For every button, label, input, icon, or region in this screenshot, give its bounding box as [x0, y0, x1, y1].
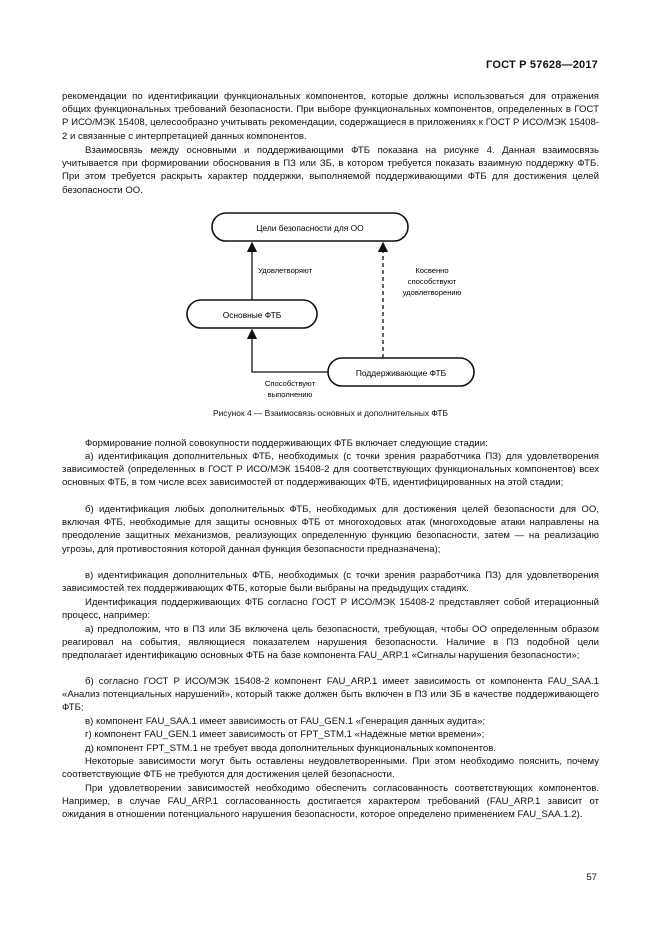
- box-main-ftb-label: Основные ФТБ: [222, 310, 282, 320]
- label-indirect-3: удовлетворению: [402, 288, 462, 297]
- label-contribute-2: выполнению: [267, 390, 313, 399]
- intro-paragraph-2: Взаимосвязь между основными и поддерживающими ФТБ показана на рисунке 4. Данная взаимосвязь учитывается при формировании обоснования в ПЗ или ЗБ, в котором требуется показать взаимную поддержку ФТБ. При этом требуется раскрыть характер поддержки, выполняемой поддерживающими ФТБ для достижения целей безопасности ОО.: [62, 145, 599, 196]
- page-number: 57: [586, 872, 597, 883]
- box-security-goals-label: Цели безопасности для ОО: [256, 223, 364, 233]
- arrow-supporting-to-main: [252, 330, 328, 372]
- body-paragraph-10: д) компонент FPT_STM.1 не требует ввода дополнительных функциональных компонентов.: [85, 743, 497, 754]
- body-paragraph-7: б) согласно ГОСТ Р ИСО/МЭК 15408-2 компонент FAU_ARP.1 имеет зависимость от компонента FAU_SAA.1 «Анализ потенциальных нарушений», который также должен быть включен в ПЗ или ЗБ в качестве поддерживающего ФТБ;: [62, 676, 599, 714]
- figure-4-diagram: [0, 200, 661, 410]
- document-number: ГОСТ Р 57628—2017: [486, 59, 598, 71]
- body-paragraph-4: в) идентификация дополнительных ФТБ, необходимых (с точки зрения разработчика ПЗ) для удовлетворения зависимостей тех поддерживающих ФТБ, которые были выбраны на предыдущих стадиях.: [62, 570, 599, 595]
- body-paragraph-2: а) идентификация дополнительных ФТБ, необходимых (с точки зрения разработчика ПЗ) для удовлетворения зависимостей (определенных в ГОСТ Р ИСО/МЭК 15408-2 для соответствующих функциональных компонентов) всех основных ФТБ, в том числе всех зависимостей от поддерживающих ФТБ, идентифицированных на этой стадии;: [62, 451, 599, 489]
- body-paragraph-12: При удовлетворении зависимостей необходимо обеспечить согласованность соответствующих компонентов. Например, в случае FAU_ARP.1 согласованность достигается характером требований (FAU_ARP.1 зависит от ожидания в отношении потенциального нарушения безопасности, которое определено применением FAU_SAA.1.2).: [62, 783, 599, 821]
- label-contribute-1: Способствуют: [264, 379, 316, 388]
- figure-caption: Рисунок 4 — Взаимосвязь основных и дополнительных ФТБ: [213, 408, 448, 418]
- box-supporting-ftb-label: Поддерживающие ФТБ: [355, 368, 447, 378]
- body-paragraph-5: Идентификация поддерживающих ФТБ согласно ГОСТ Р ИСО/МЭК 15408-2 представляет собой итерационный процесс, например:: [62, 597, 599, 622]
- intro-paragraph-1: рекомендации по идентификации функциональных компонентов, которые должны использоваться для отражения общих функциональных требований безопасности. При выборе функциональных компонентов, определенных в ГОСТ Р ИСО/МЭК 15408, целесообразно учитывать рекомендации, содержащиеся в приложениях к ГОСТ Р ИСО/МЭК 15408-2 и связанные с интерпретацией данных компонентов.: [62, 91, 599, 142]
- label-satisfy: Удовлетворяют: [258, 266, 313, 275]
- label-indirect-2: способствуют: [407, 277, 457, 286]
- body-paragraph-3: б) идентификация любых дополнительных ФТБ, необходимых для достижения целей безопасности для ОО, включая ФТБ, необходимые для защиты основных ФТБ от многоходовых атак (многоходовые атаки направлены на преодоление защитных механизмов, реализующих определенную функцию безопасности, затем — на реализацию угрозы, для противостояния которой данная функция безопасности предназначена);: [62, 504, 599, 555]
- body-paragraph-11: Некоторые зависимости могут быть оставлены неудовлетворенными. При этом необходимо пояснить, почему соответствующие ФТБ не требуются для достижения целей безопасности.: [62, 756, 599, 781]
- body-paragraph-9: г) компонент FAU_GEN.1 имеет зависимость от FPT_STM.1 «Надежные метки времени»;: [85, 729, 485, 740]
- label-indirect-1: Косвенно: [415, 266, 449, 275]
- body-paragraph-6: а) предположим, что в ПЗ или ЗБ включена цель безопасности, требующая, чтобы ОО определенным образом реагировал на события, являющиеся показателем нарушения безопасности. Наличие в ПЗ подобной цели предполагает идентификацию основных ФТБ на базе компонента FAU_ARP.1 «Сигналы нарушения безопасности»;: [62, 624, 599, 662]
- body-paragraph-1: Формирование полной совокупности поддерживающих ФТБ включает следующие стадии:: [85, 438, 488, 449]
- body-paragraph-8: в) компонент FAU_SAA.1 имеет зависимость от FAU_GEN.1 «Генерация данных аудита»;: [85, 716, 486, 727]
